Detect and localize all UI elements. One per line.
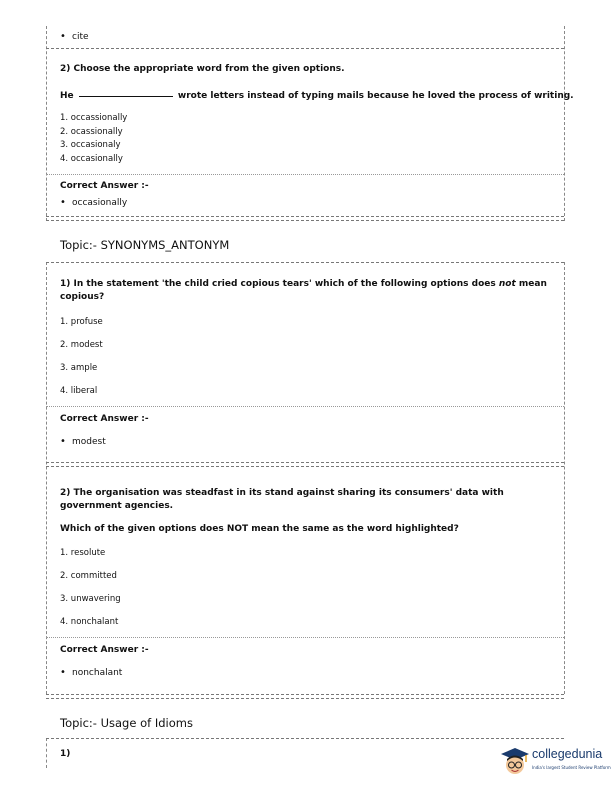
- option: 2. committed: [60, 571, 117, 581]
- option: 2. ocassionally: [60, 127, 123, 137]
- frame-right-line-2: [564, 262, 565, 694]
- correct-answer-label: Correct Answer :-: [60, 181, 149, 191]
- frame-left-line-3: [46, 738, 47, 768]
- divider: [46, 698, 564, 699]
- option: 1. occassionally: [60, 113, 128, 123]
- collegedunia-logo: [500, 746, 611, 780]
- correct-answer: • occasionally: [60, 197, 127, 208]
- option: 4. liberal: [60, 386, 98, 396]
- question-2-sentence: He wrote letters instead of typing mails because he loved the process of writing.: [60, 91, 574, 101]
- logo-wordmark: collegedunia: [532, 747, 603, 761]
- correct-answer-label: Correct Answer :-: [60, 414, 149, 424]
- frame-left-line-2: [46, 262, 47, 694]
- topic-heading: Topic:- Usage of Idioms: [60, 716, 193, 730]
- option: 4. nonchalant: [60, 617, 119, 627]
- divider: [46, 406, 564, 407]
- correct-answer: • nonchalant: [60, 667, 122, 678]
- option: 1. profuse: [60, 317, 103, 327]
- divider: [46, 462, 564, 463]
- answer-blank: [79, 96, 173, 97]
- correct-answer: • modest: [60, 436, 106, 447]
- option: 3. occasionaly: [60, 140, 121, 150]
- question-2: 2) Choose the appropriate word from the given options.: [60, 64, 345, 74]
- divider: [46, 694, 564, 695]
- divider: [46, 738, 564, 739]
- previous-answer: • cite: [60, 31, 89, 42]
- frame-left-line: [46, 26, 47, 221]
- divider: [46, 220, 564, 221]
- question-idiom-1: 1): [60, 749, 71, 759]
- question-synonym-2: 2) The organisation was steadfast in its stand against sharing its consumers' data with government agencies.: [60, 488, 504, 511]
- option: 1. resolute: [60, 548, 106, 558]
- correct-answer-label: Correct Answer :-: [60, 645, 149, 655]
- mascot-icon: [500, 746, 530, 778]
- option: 3. ample: [60, 363, 98, 373]
- option: 3. unwavering: [60, 594, 121, 604]
- logo-tagline: India's largest Student Review Platform: [532, 765, 611, 770]
- option: 2. modest: [60, 340, 103, 350]
- divider: [46, 466, 564, 467]
- divider: [46, 216, 564, 217]
- divider: [46, 48, 564, 49]
- question-synonym-1: 1) In the statement 'the child cried copious tears' which of the following options does not mean copious?: [60, 279, 547, 302]
- divider: [46, 174, 564, 175]
- question-subprompt: Which of the given options does NOT mean the same as the word highlighted?: [60, 524, 459, 534]
- option: 4. occasionally: [60, 154, 123, 164]
- divider: [46, 637, 564, 638]
- divider: [46, 262, 564, 263]
- frame-right-line: [564, 26, 565, 221]
- topic-heading: Topic:- SYNONYMS_ANTONYM: [60, 238, 230, 252]
